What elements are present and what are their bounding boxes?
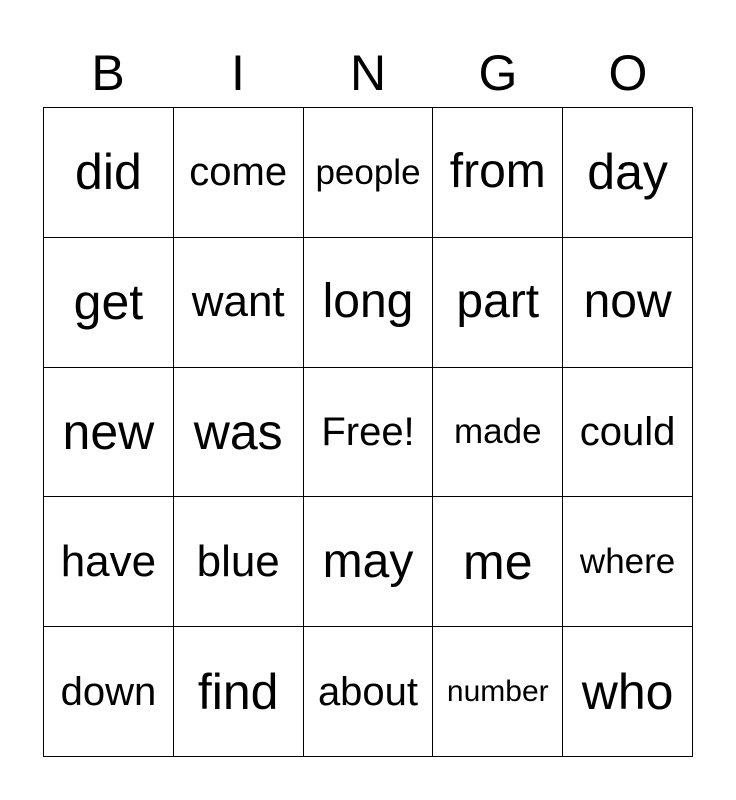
bingo-cell: from bbox=[433, 108, 563, 238]
bingo-cell: get bbox=[44, 238, 174, 368]
bingo-cell: could bbox=[563, 368, 693, 498]
bingo-cell: new bbox=[44, 368, 174, 498]
bingo-cell: where bbox=[563, 497, 693, 627]
bingo-cell: me bbox=[433, 497, 563, 627]
bingo-cell: now bbox=[563, 238, 693, 368]
header-letter-o: O bbox=[608, 45, 648, 101]
header-letter-g: G bbox=[478, 45, 518, 101]
bingo-cell: was bbox=[174, 368, 304, 498]
header-letter-n: N bbox=[349, 45, 387, 101]
bingo-board bbox=[43, 107, 693, 757]
bingo-cell: did bbox=[44, 108, 174, 238]
bingo-cell: day bbox=[563, 108, 693, 238]
bingo-cell: made bbox=[433, 368, 563, 498]
bingo-cell: number bbox=[433, 627, 563, 757]
bingo-header bbox=[43, 40, 693, 106]
bingo-cell: blue bbox=[174, 497, 304, 627]
bingo-free-space: Free! bbox=[304, 368, 434, 498]
bingo-cell: who bbox=[563, 627, 693, 757]
header-letter-i: I bbox=[231, 45, 245, 101]
bingo-cell: people bbox=[304, 108, 434, 238]
bingo-cell: come bbox=[174, 108, 304, 238]
bingo-cell: have bbox=[44, 497, 174, 627]
bingo-cell: down bbox=[44, 627, 174, 757]
header-letter-b: B bbox=[91, 45, 125, 101]
bingo-cell: about bbox=[304, 627, 434, 757]
bingo-cell: find bbox=[174, 627, 304, 757]
bingo-cell: may bbox=[304, 497, 434, 627]
bingo-cell: long bbox=[304, 238, 434, 368]
bingo-cell: want bbox=[174, 238, 304, 368]
bingo-cell: part bbox=[433, 238, 563, 368]
